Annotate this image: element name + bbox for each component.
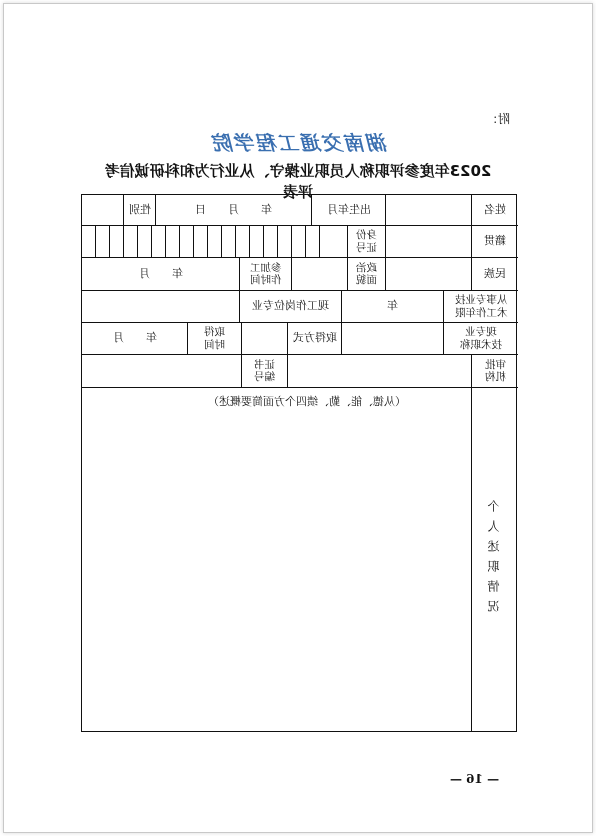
birth-date-value: 年 月 日 [156, 195, 312, 226]
id-digit-box [264, 226, 278, 258]
attachment-label: 附： [486, 112, 511, 126]
form-title: 2023年度参评职称人员职业操守、从业行为和科研诚信考评表 [104, 162, 492, 201]
id-digit-box [110, 226, 124, 258]
certificate-no-value [82, 355, 242, 388]
id-digit-box [138, 226, 152, 258]
id-digit-box [236, 226, 250, 258]
id-digit-box [292, 226, 306, 258]
obtain-method-value [242, 323, 288, 355]
years-value: 年 [342, 291, 444, 323]
political-status-label: 政治 面貌 [348, 258, 386, 291]
ethnicity-label: 民族 [472, 258, 518, 291]
obtain-time-value: 年 月 [82, 323, 188, 355]
id-digit-box [278, 226, 292, 258]
statement-hint: （从德、能、勤、绩四个方面简要概述） [207, 395, 406, 408]
native-place-value [386, 226, 472, 258]
work-start-label: 参加工 作时间 [240, 258, 292, 291]
id-digit-box [306, 226, 320, 258]
name-label: 姓名 [472, 195, 518, 226]
id-digit-box [208, 226, 222, 258]
page-number: — 16 — [450, 772, 500, 786]
ethnicity-value [386, 258, 472, 291]
evaluation-form [81, 194, 517, 732]
birth-date-label: 出生年月 [312, 195, 386, 226]
id-digit-box [320, 226, 348, 258]
work-start-value: 年 月 [82, 258, 240, 291]
personal-statement-label: 个人述职情况 [487, 499, 502, 620]
id-digit-box [194, 226, 208, 258]
years-in-field-label: 从事专业技 术工作年限 [444, 291, 518, 323]
current-post-value [82, 291, 240, 323]
id-digit-box [250, 226, 264, 258]
id-digit-box [82, 226, 96, 258]
id-digit-box [222, 226, 236, 258]
approval-body-label: 审批 机构 [472, 355, 518, 388]
id-digit-box [96, 226, 110, 258]
id-digit-box [152, 226, 166, 258]
current-title-value [342, 323, 444, 355]
certificate-no-label: 证书 编号 [242, 355, 288, 388]
school-logo: 湖南交通工程学院 [212, 131, 388, 155]
id-number-label: 身份 证号 [348, 226, 386, 258]
political-status-value [292, 258, 348, 291]
approval-body-value [288, 355, 472, 388]
obtain-method-label: 取得方式 [288, 323, 342, 355]
obtain-time-label: 取得 时间 [188, 323, 242, 355]
name-value [386, 195, 472, 226]
current-post-label: 现工作岗位专业 [240, 291, 342, 323]
id-digit-box [124, 226, 138, 258]
gender-label: 性别 [124, 195, 156, 226]
id-digit-box [166, 226, 180, 258]
id-digit-box [180, 226, 194, 258]
current-title-label: 现专业 技术职称 [444, 323, 518, 355]
statement-area [82, 388, 472, 731]
blank-cell [82, 195, 124, 226]
native-place-label: 籍贯 [472, 226, 518, 258]
